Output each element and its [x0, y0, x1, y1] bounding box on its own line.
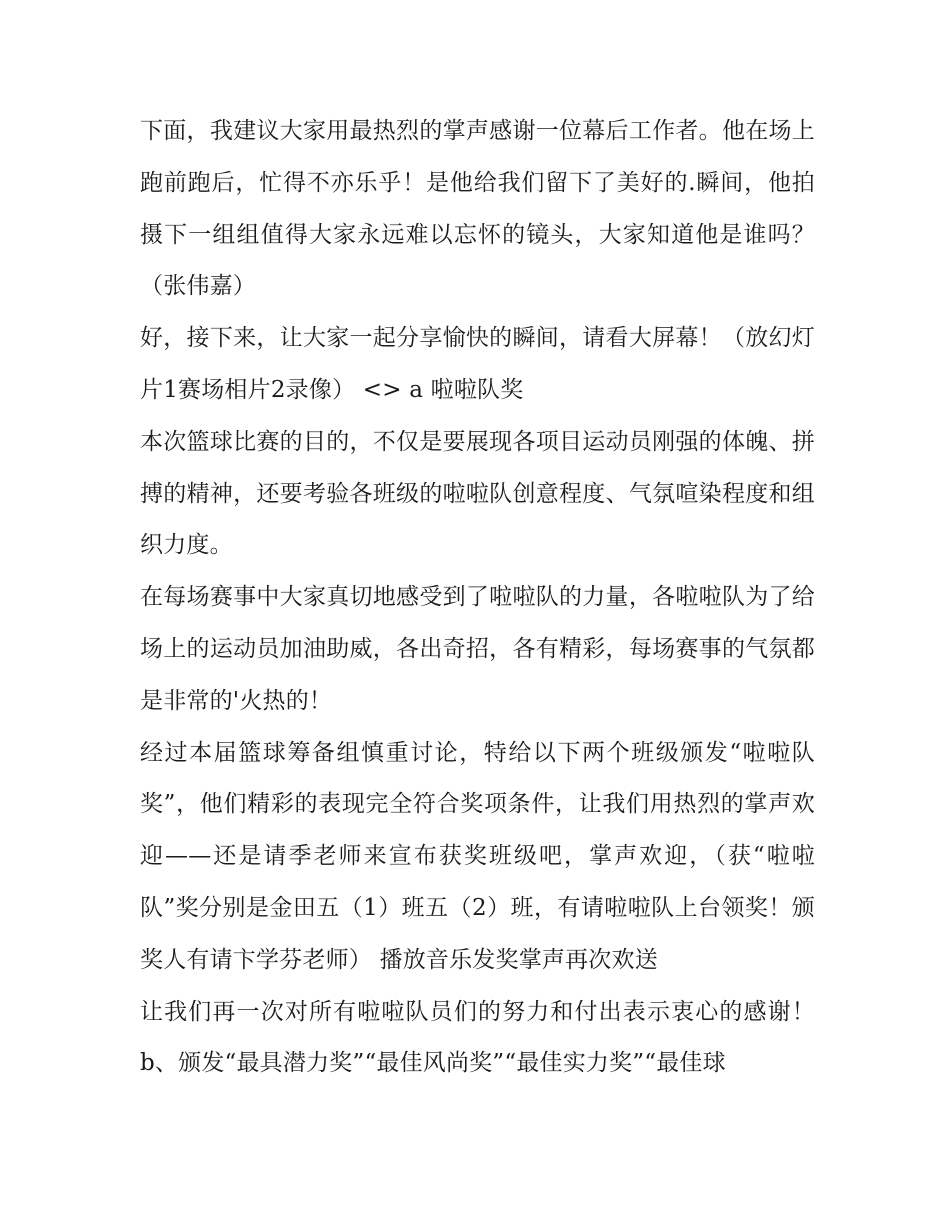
- paragraph-thanks-photographer: 下面，我建议大家用最热烈的掌声感谢一位幕后工作者。他在场上跑前跑后，忙得不亦乐乎！是他给我们留下了美好的.瞬间，他拍摄下一组组值得大家永远难以忘怀的镜头，大家知道他是谁吗？（张伟嘉）: [140, 118, 815, 300]
- paragraph-cheerleading-power: 在每场赛事中大家真切地感受到了啦啦队的力量，各啦啦队为了给场上的运动员加油助威，各出奇招，各有精彩，每场赛事的气氛都是非常的'火热的！: [140, 584, 815, 714]
- paragraph-competition-purpose: 本次篮球比赛的目的，不仅是要展现各项目运动员刚强的体魄、拼搏的精神，还要考验各班级的啦啦队创意程度、气氛喧染程度和组织力度。: [140, 428, 815, 559]
- paragraph-thanks-cheerleaders: 让我们再一次对所有啦啦队员们的努力和付出表示衷心的感谢！ b、颁发“最具潜力奖”“最佳风尚奖”“最佳实力奖”“最佳球: [140, 998, 815, 1077]
- paragraph-cheerleading-award: 经过本届篮球筹备组慎重讨论，特给以下两个班级颁发“啦啦队奖”，他们精彩的表现完全符合奖项条件，让我们用热烈的掌声欢迎——还是请季老师来宣布获奖班级吧，掌声欢迎，（获“啦啦队”奖分别是金田五（1）班五（2）班，有请啦啦队上台领奖！颁奖人有请卞学芬老师） 播放音乐发奖掌声再次欢送: [140, 739, 815, 973]
- paragraph-slideshow: 好，接下来，让大家一起分享愉快的瞬间，请看大屏幕！（放幻灯片1赛场相片2录像） <> a 啦啦队奖: [140, 325, 815, 403]
- document-body: [140, 106, 815, 1090]
